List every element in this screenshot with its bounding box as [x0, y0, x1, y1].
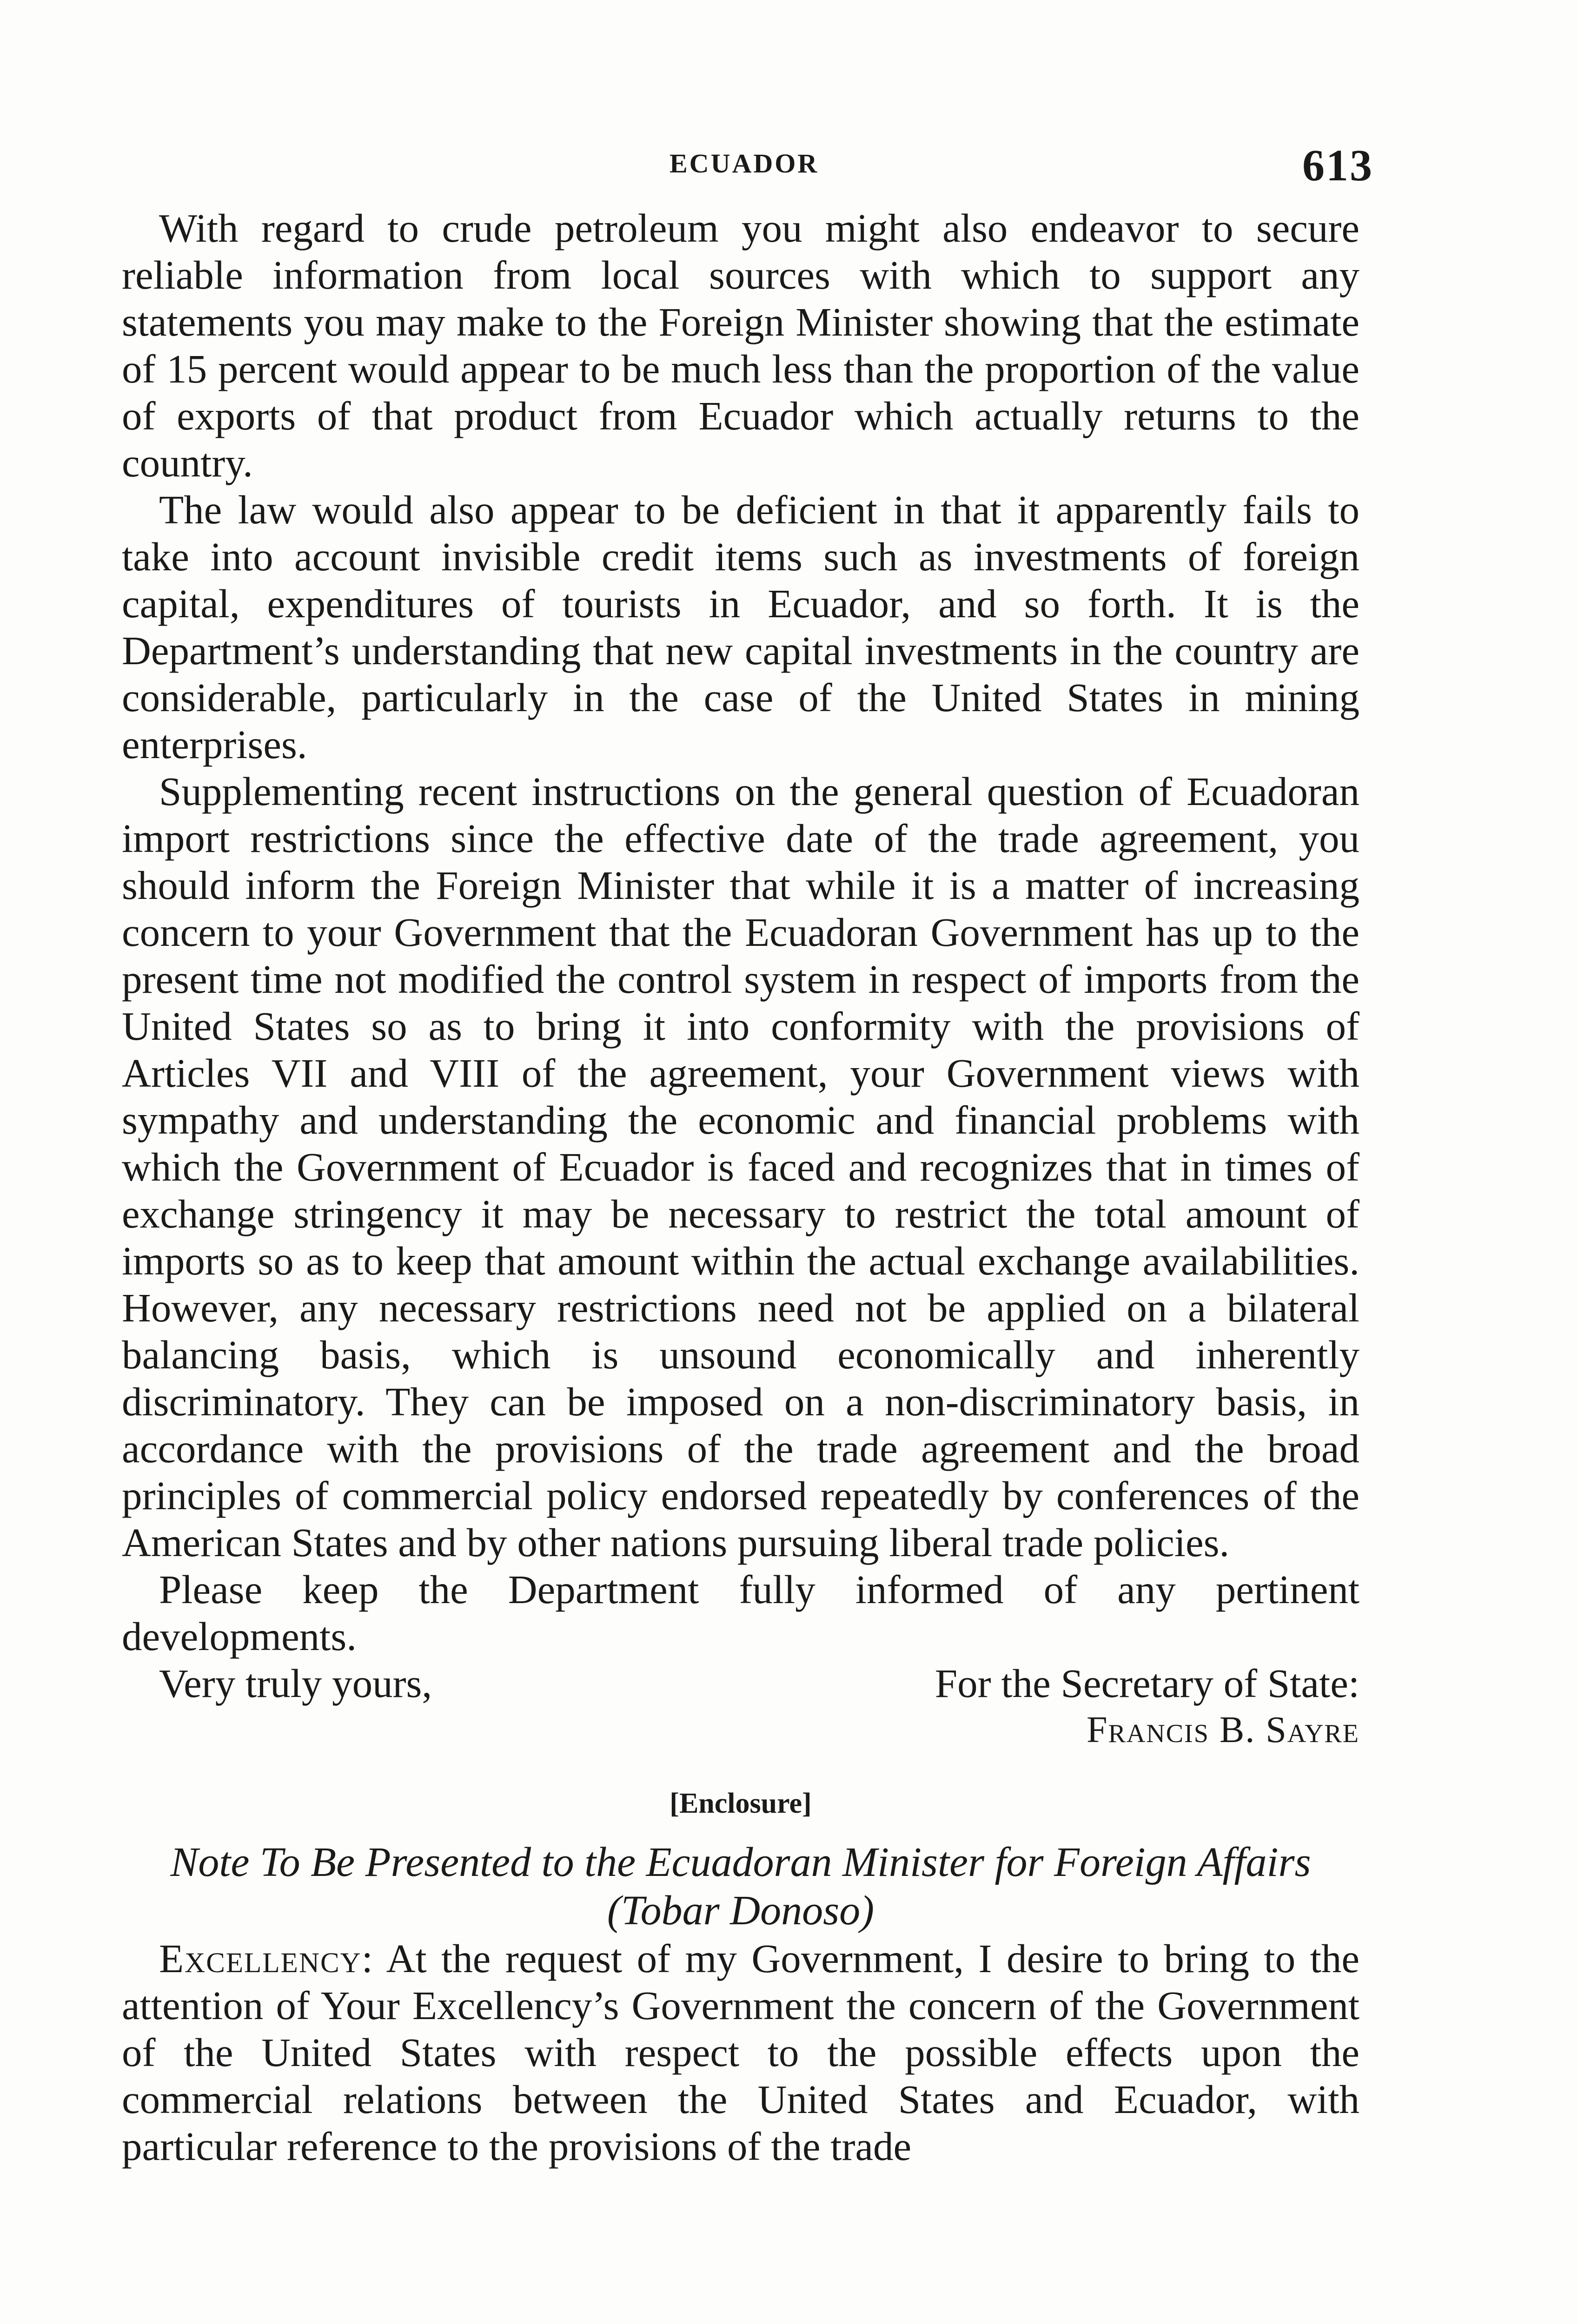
running-head: ECUADOR	[670, 148, 819, 178]
note-body-text: At the request of my Government, I desire to bring to the attention of Your Excellency’s Government the concern of the Government of the United States with respect to the possible effects upon the commercial relations between the United States and Ecuador, with particular reference to the provisions of the trade	[122, 1936, 1359, 2169]
signature-line: For the Secretary of State:	[935, 1661, 1359, 1706]
closing-salutation: Very truly yours,	[159, 1661, 432, 1706]
paragraph-import-restrictions: Supplementing recent instructions on the general question of Ecuadoran import restrictions since the effective date of the trade agreement, you should inform the Foreign Minister that while it is a matter of increasing concern to your Government that the Ecuadoran Government has up to the present time not modified the control system in respect of imports from the United States so as to bring it into conformity with the provisions of Articles VII and VIII of the agreement, your Government views with sympathy and understanding the economic and financial problems with which the Government of Ecuador is faced and recognizes that in times of exchange stringency it may be necessary to restrict the total amount of imports so as to keep that amount within the actual exchange availabilities. However, any necessary restrictions need not be applied on a bilateral balancing basis, which is unsound economically and inherently discriminatory. They can be imposed on a non-discriminatory basis, in accordance with the provisions of the trade agreement and the broad principles of commercial policy endorsed repeatedly by conferences of the American States and by other nations pursuing liberal trade policies.	[122, 769, 1359, 1565]
note-salutation: Excellency:	[159, 1936, 374, 1981]
signature-name: Francis B. Sayre	[1086, 1710, 1359, 1750]
paragraph-invisible-credit: The law would also appear to be deficient in that it apparently fails to take into account invisible credit items such as investments of foreign capital, expenditures of tourists in Ecuador, and so forth. It is the Department’s understanding that new capital investments in the country are considerable, particularly in the case of the United States in mining enterprises.	[122, 487, 1359, 767]
note-title-line-1: Note To Be Presented to the Ecuadoran Minister for Foreign Affairs	[170, 1839, 1311, 1885]
body-text	[122, 205, 1359, 2170]
note-title	[122, 1838, 1359, 1935]
note-body-paragraph	[122, 1935, 1359, 2170]
page-number: 613	[1302, 140, 1373, 190]
enclosure-label: [Enclosure]	[670, 1788, 812, 1819]
closing-line	[122, 1660, 1359, 1707]
note-title-line-2: (Tobar Donoso)	[607, 1888, 875, 1934]
paragraph-keep-informed: Please keep the Department fully informed of any pertinent developments.	[122, 1567, 1359, 1659]
paragraph-crude-petroleum: With regard to crude petroleum you might also endeavor to secure reliable information from local sources with which to support any statements you may make to the Foreign Minister showing that the estimate of 15 percent would appear to be much less than the proportion of the value of exports of that product from Ecuador which actually returns to the country.	[122, 205, 1359, 485]
